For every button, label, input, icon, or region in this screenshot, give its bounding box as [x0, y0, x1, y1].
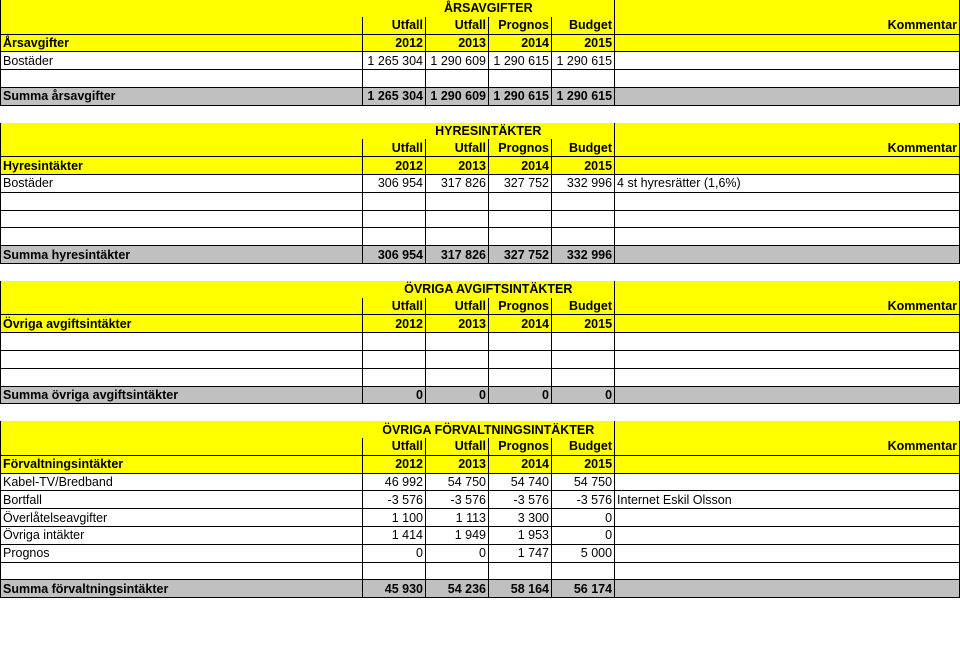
header-cell: [1, 421, 363, 438]
col-header-prognos: Prognos: [489, 438, 552, 455]
value-cell[interactable]: -3 576: [363, 491, 426, 509]
empty-cell[interactable]: [489, 192, 552, 210]
col-header-utfall: Utfall: [363, 17, 426, 34]
value-cell[interactable]: 1 953: [489, 526, 552, 544]
spacer-cell: [615, 263, 960, 280]
sum-comment-cell: [615, 246, 960, 264]
col-header-budget: Budget: [552, 438, 615, 455]
comment-cell[interactable]: Internet Eskil Olsson: [615, 491, 960, 509]
header-cell: [615, 281, 960, 298]
value-cell[interactable]: 54 750: [552, 473, 615, 491]
section-title: ÖVRIGA AVGIFTSINTÄKTER: [363, 281, 615, 298]
col-header-year: 2013: [426, 455, 489, 473]
value-cell[interactable]: 0: [426, 544, 489, 562]
sum-value: 317 826: [426, 246, 489, 264]
empty-cell[interactable]: [1, 228, 363, 246]
empty-row: [1, 70, 960, 88]
empty-row: [1, 562, 960, 580]
empty-cell[interactable]: [426, 562, 489, 580]
empty-cell[interactable]: [363, 210, 426, 228]
sum-label: Summa hyresintäkter: [1, 246, 363, 264]
section-title: ÖVRIGA FÖRVALTNINGSINTÄKTER: [363, 421, 615, 438]
empty-cell[interactable]: [426, 210, 489, 228]
col-header-utfall: Utfall: [363, 298, 426, 315]
data-row: [1, 52, 960, 70]
empty-cell[interactable]: [615, 192, 960, 210]
column-header-row: [1, 17, 960, 34]
empty-cell[interactable]: [489, 70, 552, 88]
sum-value: 0: [363, 386, 426, 404]
empty-cell[interactable]: [552, 210, 615, 228]
empty-cell[interactable]: [1, 333, 363, 351]
section-label: Hyresintäkter: [1, 157, 363, 175]
header-cell: [1, 139, 363, 156]
section-title: HYRESINTÄKTER: [363, 123, 615, 140]
value-cell[interactable]: 0: [363, 544, 426, 562]
header-cell: [1, 0, 363, 17]
empty-cell[interactable]: [489, 333, 552, 351]
empty-cell[interactable]: [363, 562, 426, 580]
section-title-row: [1, 0, 960, 17]
column-header-row: [1, 298, 960, 315]
sum-comment-cell: [615, 87, 960, 105]
row-label: Prognos: [1, 544, 363, 562]
sum-row: [1, 386, 960, 404]
empty-cell[interactable]: [489, 562, 552, 580]
section-title: ÅRSAVGIFTER: [363, 0, 615, 17]
empty-cell[interactable]: [1, 350, 363, 368]
col-header-year: 2013: [426, 157, 489, 175]
empty-cell[interactable]: [615, 350, 960, 368]
comment-cell[interactable]: [615, 52, 960, 70]
empty-cell[interactable]: [552, 192, 615, 210]
header-cell: [1, 281, 363, 298]
sum-value: 0: [489, 386, 552, 404]
value-cell[interactable]: -3 576: [489, 491, 552, 509]
spacer-cell: [1, 105, 363, 122]
spacer-cell: [363, 263, 426, 280]
header-cell: [1, 17, 363, 34]
empty-cell[interactable]: [552, 562, 615, 580]
col-header-year: 2012: [363, 315, 426, 333]
value-cell[interactable]: 5 000: [552, 544, 615, 562]
data-row: [1, 509, 960, 527]
col-header-budget: Budget: [552, 139, 615, 156]
value-cell[interactable]: 1 949: [426, 526, 489, 544]
col-header-year: 2014: [489, 34, 552, 52]
empty-cell[interactable]: [615, 562, 960, 580]
sum-comment-cell: [615, 386, 960, 404]
empty-row: [1, 210, 960, 228]
sum-value: 0: [426, 386, 489, 404]
sum-value: 327 752: [489, 246, 552, 264]
empty-cell[interactable]: [615, 70, 960, 88]
row-label: Bostäder: [1, 174, 363, 192]
empty-cell[interactable]: [1, 70, 363, 88]
empty-cell[interactable]: [363, 228, 426, 246]
col-header-year: 2015: [552, 315, 615, 333]
value-cell[interactable]: 306 954: [363, 174, 426, 192]
empty-cell[interactable]: [552, 368, 615, 386]
col-header-year: 2015: [552, 34, 615, 52]
spacer-row: [1, 263, 960, 280]
spacer-row: [1, 105, 960, 122]
empty-cell[interactable]: [426, 368, 489, 386]
section-title-row: [1, 281, 960, 298]
col-header-year: 2013: [426, 34, 489, 52]
empty-row: [1, 350, 960, 368]
value-cell[interactable]: 332 996: [552, 174, 615, 192]
col-header-year: 2014: [489, 455, 552, 473]
col-header-utfall: Utfall: [363, 139, 426, 156]
data-row: [1, 544, 960, 562]
spacer-cell: [552, 404, 615, 421]
col-header-kommentar: Kommentar: [615, 139, 960, 156]
spacer-cell: [363, 105, 426, 122]
col-header-utfall: Utfall: [426, 17, 489, 34]
section-label: Övriga avgiftsintäkter: [1, 315, 363, 333]
empty-cell[interactable]: [489, 228, 552, 246]
data-row: [1, 491, 960, 509]
sum-value: 58 164: [489, 580, 552, 598]
col-header-year: 2012: [363, 34, 426, 52]
sum-value: 1 290 615: [489, 87, 552, 105]
empty-cell[interactable]: [363, 350, 426, 368]
header-cell: [615, 315, 960, 333]
empty-cell[interactable]: [489, 368, 552, 386]
header-cell: [615, 421, 960, 438]
empty-cell[interactable]: [489, 210, 552, 228]
col-header-prognos: Prognos: [489, 17, 552, 34]
empty-cell[interactable]: [363, 333, 426, 351]
empty-cell[interactable]: [1, 562, 363, 580]
sum-row: [1, 87, 960, 105]
col-header-utfall: Utfall: [426, 139, 489, 156]
header-cell: [615, 455, 960, 473]
spacer-row: [1, 404, 960, 421]
col-header-prognos: Prognos: [489, 139, 552, 156]
sum-value: 1 265 304: [363, 87, 426, 105]
empty-row: [1, 368, 960, 386]
col-header-budget: Budget: [552, 17, 615, 34]
spacer-cell: [489, 263, 552, 280]
comment-cell[interactable]: [615, 509, 960, 527]
empty-cell[interactable]: [1, 192, 363, 210]
sum-row: [1, 580, 960, 598]
year-header-row: [1, 157, 960, 175]
comment-cell[interactable]: [615, 544, 960, 562]
value-cell[interactable]: 317 826: [426, 174, 489, 192]
value-cell[interactable]: 1 414: [363, 526, 426, 544]
empty-cell[interactable]: [615, 368, 960, 386]
sum-label: Summa förvaltningsintäkter: [1, 580, 363, 598]
value-cell[interactable]: -3 576: [552, 491, 615, 509]
comment-cell[interactable]: 4 st hyresrätter (1,6%): [615, 174, 960, 192]
empty-cell[interactable]: [426, 350, 489, 368]
col-header-kommentar: Kommentar: [615, 438, 960, 455]
col-header-utfall: Utfall: [426, 438, 489, 455]
value-cell[interactable]: 327 752: [489, 174, 552, 192]
col-header-year: 2014: [489, 157, 552, 175]
section-label: Årsavgifter: [1, 34, 363, 52]
value-cell[interactable]: 1 113: [426, 509, 489, 527]
col-header-utfall: Utfall: [363, 438, 426, 455]
row-label: Överlåtelseavgifter: [1, 509, 363, 527]
empty-cell[interactable]: [615, 228, 960, 246]
sum-value: 54 236: [426, 580, 489, 598]
empty-cell[interactable]: [1, 210, 363, 228]
year-header-row: [1, 34, 960, 52]
col-header-budget: Budget: [552, 298, 615, 315]
empty-cell[interactable]: [363, 70, 426, 88]
col-header-year: 2015: [552, 455, 615, 473]
value-cell[interactable]: 1 265 304: [363, 52, 426, 70]
header-cell: [615, 34, 960, 52]
sum-label: Summa årsavgifter: [1, 87, 363, 105]
header-cell: [1, 438, 363, 455]
empty-cell[interactable]: [615, 333, 960, 351]
col-header-year: 2014: [489, 315, 552, 333]
sum-value: 1 290 609: [426, 87, 489, 105]
sum-value: 56 174: [552, 580, 615, 598]
value-cell[interactable]: 1 290 615: [552, 52, 615, 70]
sum-row: [1, 246, 960, 264]
empty-row: [1, 333, 960, 351]
year-header-row: [1, 315, 960, 333]
header-cell: [1, 298, 363, 315]
comment-cell[interactable]: [615, 526, 960, 544]
empty-cell[interactable]: [426, 192, 489, 210]
sum-value: 332 996: [552, 246, 615, 264]
col-header-year: 2012: [363, 157, 426, 175]
empty-cell[interactable]: [363, 192, 426, 210]
spacer-cell: [1, 263, 363, 280]
empty-cell[interactable]: [552, 333, 615, 351]
col-header-utfall: Utfall: [426, 298, 489, 315]
header-cell: [1, 123, 363, 140]
column-header-row: [1, 139, 960, 156]
comment-cell[interactable]: [615, 473, 960, 491]
spacer-cell: [552, 105, 615, 122]
value-cell[interactable]: 1 747: [489, 544, 552, 562]
data-row: [1, 174, 960, 192]
header-cell: [615, 157, 960, 175]
data-row: [1, 526, 960, 544]
col-header-kommentar: Kommentar: [615, 298, 960, 315]
empty-cell[interactable]: [426, 228, 489, 246]
row-label: Bortfall: [1, 491, 363, 509]
row-label: Kabel-TV/Bredband: [1, 473, 363, 491]
value-cell[interactable]: 0: [552, 509, 615, 527]
sum-value: 45 930: [363, 580, 426, 598]
empty-cell[interactable]: [426, 333, 489, 351]
empty-cell[interactable]: [426, 70, 489, 88]
empty-cell[interactable]: [552, 70, 615, 88]
section-title-row: [1, 123, 960, 140]
section-label: Förvaltningsintäkter: [1, 455, 363, 473]
sum-comment-cell: [615, 580, 960, 598]
value-cell[interactable]: -3 576: [426, 491, 489, 509]
value-cell[interactable]: 1 290 615: [489, 52, 552, 70]
empty-cell[interactable]: [489, 350, 552, 368]
spacer-cell: [489, 105, 552, 122]
year-header-row: [1, 455, 960, 473]
col-header-year: 2015: [552, 157, 615, 175]
spacer-cell: [489, 404, 552, 421]
empty-cell[interactable]: [1, 368, 363, 386]
header-cell: [615, 0, 960, 17]
value-cell[interactable]: 46 992: [363, 473, 426, 491]
col-header-kommentar: Kommentar: [615, 17, 960, 34]
col-header-year: 2013: [426, 315, 489, 333]
sum-value: 1 290 615: [552, 87, 615, 105]
spacer-cell: [363, 404, 426, 421]
value-cell[interactable]: 54 750: [426, 473, 489, 491]
value-cell[interactable]: 1 290 609: [426, 52, 489, 70]
data-row: [1, 473, 960, 491]
spacer-cell: [426, 404, 489, 421]
col-header-prognos: Prognos: [489, 298, 552, 315]
value-cell[interactable]: 3 300: [489, 509, 552, 527]
sum-value: 0: [552, 386, 615, 404]
header-cell: [615, 123, 960, 140]
spacer-cell: [426, 105, 489, 122]
value-cell[interactable]: 0: [552, 526, 615, 544]
empty-cell[interactable]: [552, 228, 615, 246]
section-title-row: [1, 421, 960, 438]
spacer-cell: [615, 404, 960, 421]
empty-row: [1, 228, 960, 246]
sum-value: 306 954: [363, 246, 426, 264]
value-cell[interactable]: 54 740: [489, 473, 552, 491]
empty-row: [1, 192, 960, 210]
spacer-cell: [552, 263, 615, 280]
spacer-cell: [426, 263, 489, 280]
row-label: Bostäder: [1, 52, 363, 70]
column-header-row: [1, 438, 960, 455]
sum-label: Summa övriga avgiftsintäkter: [1, 386, 363, 404]
row-label: Övriga intäkter: [1, 526, 363, 544]
empty-cell[interactable]: [363, 368, 426, 386]
value-cell[interactable]: 1 100: [363, 509, 426, 527]
empty-cell[interactable]: [552, 350, 615, 368]
spacer-cell: [1, 404, 363, 421]
empty-cell[interactable]: [615, 210, 960, 228]
col-header-year: 2012: [363, 455, 426, 473]
spacer-cell: [615, 105, 960, 122]
